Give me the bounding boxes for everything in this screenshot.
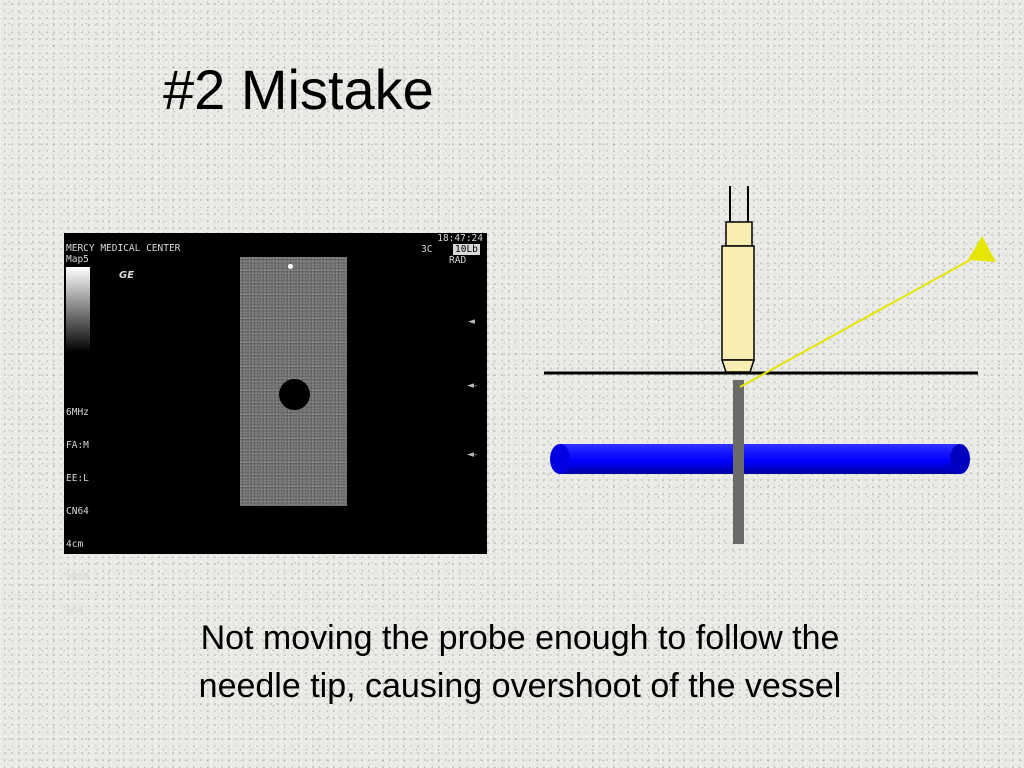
vessel-cross-section [279, 379, 310, 410]
us-probe-label: 10Lb [455, 244, 478, 255]
ultrasound-probe [722, 222, 754, 372]
caption-line: Not moving the probe enough to follow the [200, 619, 840, 657]
us-param: EE:L [66, 473, 89, 484]
us-param: DR60 [66, 572, 89, 583]
ultrasound-image [64, 233, 487, 616]
us-params [66, 385, 89, 638]
reflection-line [740, 260, 970, 387]
arrowhead-icon [968, 236, 996, 262]
us-param: CN64 [66, 506, 89, 517]
needle-tip-echo [288, 264, 293, 269]
vessel-tube [550, 444, 970, 474]
us-mode-label: 3C [421, 244, 433, 255]
us-time-label: 18:47:24 [437, 233, 483, 244]
us-param: G64 [66, 605, 84, 616]
needle-shaft [733, 380, 744, 544]
us-brand-logo: GE [119, 270, 135, 281]
grayscale-bar [66, 267, 90, 352]
probe-needle-diagram [530, 180, 1010, 560]
us-map-label: Map5 [66, 254, 89, 265]
us-param: 4cm [66, 539, 84, 550]
depth-marker-icon: ◄- [467, 450, 478, 460]
depth-marker-icon: ◄ [468, 317, 475, 327]
depth-marker-icon: ◄- [467, 381, 478, 391]
us-param: FA:M [66, 440, 89, 451]
probe-cable [730, 186, 748, 222]
us-facility-label: MERCY MEDICAL CENTER [66, 243, 181, 254]
slide-caption [100, 614, 940, 710]
caption-line: needle tip, causing overshoot of the vessel [198, 667, 842, 705]
slide-title: #2 Mistake [163, 58, 434, 121]
us-param: 6MHz [66, 407, 89, 418]
us-orientation-label: RAD [449, 255, 467, 266]
us-scan-area [240, 257, 347, 506]
